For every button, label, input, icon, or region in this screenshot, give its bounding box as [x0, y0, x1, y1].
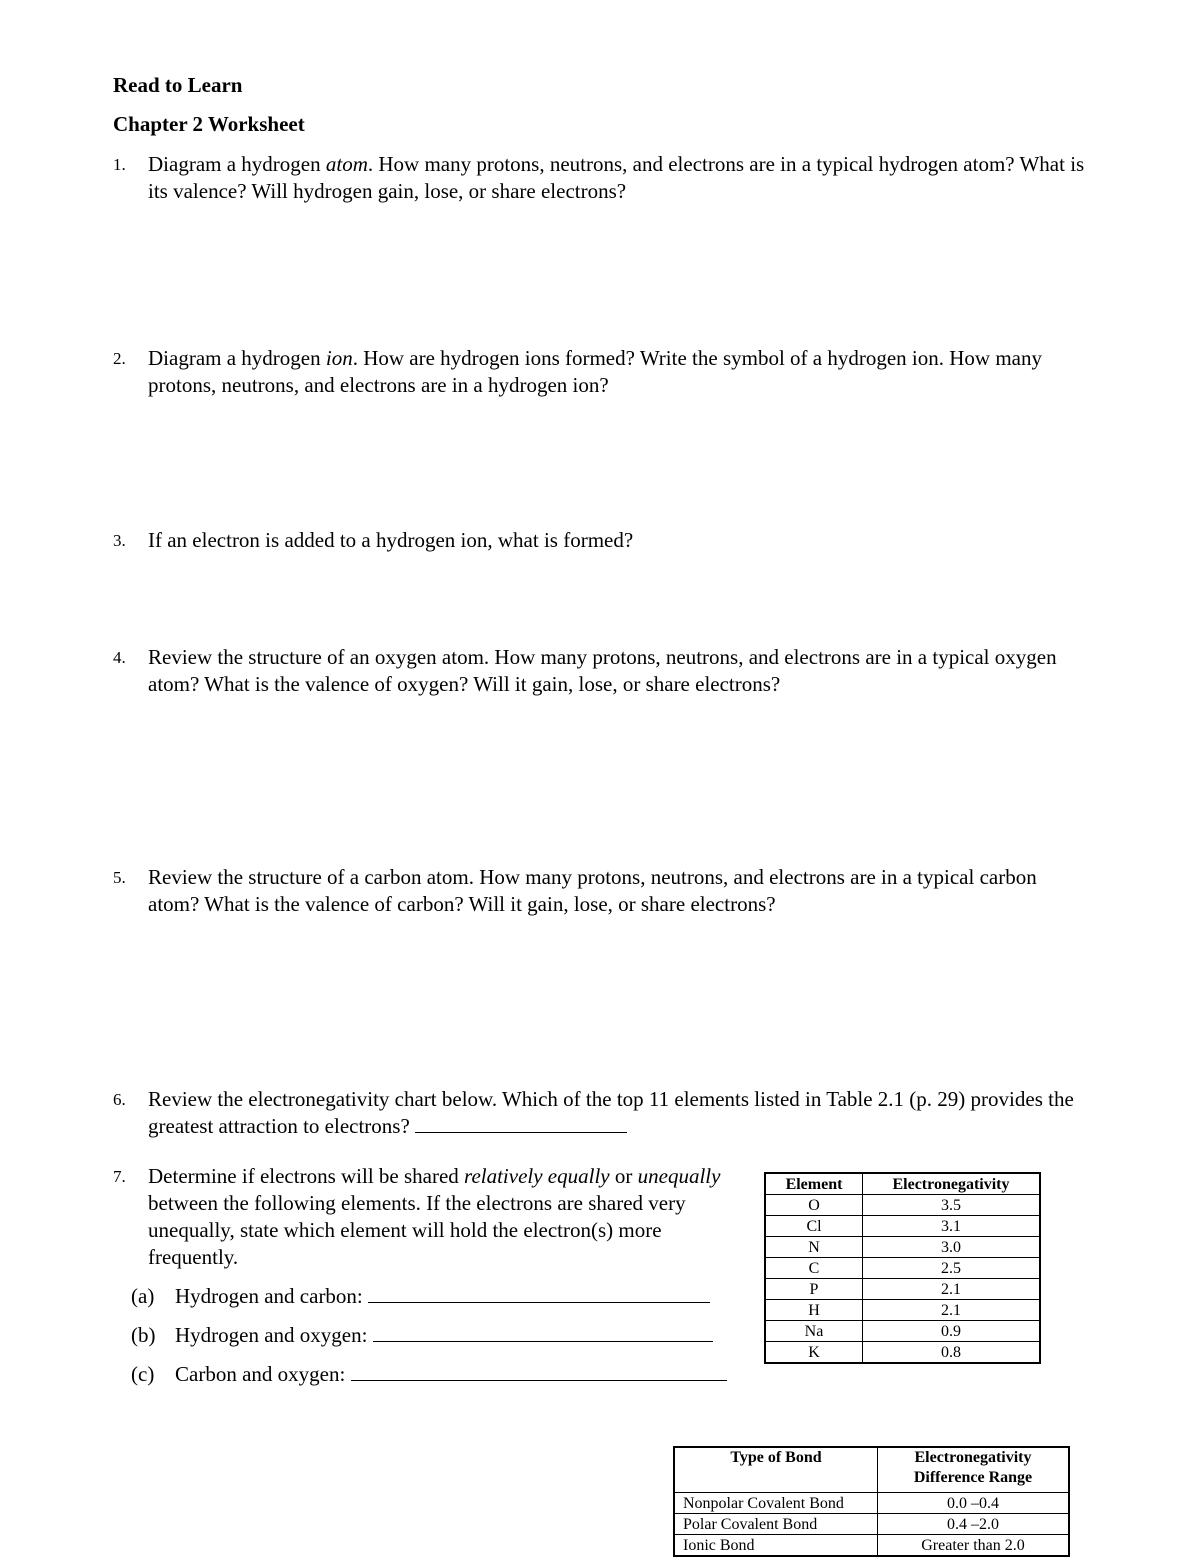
worksheet-subtitle: Chapter 2 Worksheet: [113, 112, 305, 136]
electronegativity-table: [764, 1172, 1041, 1364]
answer-blank[interactable]: [368, 1284, 710, 1303]
question-text: Review the structure of an oxygen atom. How many protons, neutrons, and electrons are in a typical oxygen atom? What is the valence of oxygen? Will it gain, lose, or share electrons?: [148, 645, 1057, 696]
question-number: 3.: [113, 531, 126, 550]
answer-blank[interactable]: [373, 1323, 713, 1342]
element-cell: P: [765, 1279, 863, 1300]
question-number: 7.: [113, 1167, 126, 1186]
part-label: (c): [131, 1362, 155, 1386]
header-element: Element: [765, 1173, 863, 1195]
table-header-row: [674, 1447, 1069, 1493]
question-number: 4.: [113, 648, 126, 667]
answer-blank[interactable]: [351, 1362, 727, 1381]
header-difference-range: Electronegativity Difference Range: [878, 1447, 1070, 1493]
question-number: 2.: [113, 349, 126, 368]
bond-type-cell: Ionic Bond: [674, 1535, 878, 1557]
value-cell: 3.1: [863, 1216, 1041, 1237]
table-row: [765, 1342, 1040, 1364]
part-text: Carbon and oxygen:: [175, 1362, 346, 1386]
answer-blank[interactable]: [415, 1114, 627, 1133]
table-row: [765, 1195, 1040, 1216]
question-text: Diagram a hydrogen atom. How many protons, neutrons, and electrons are in a typical hydrogen atom? What is its valence? Will hydrogen gain, lose, or share electrons?: [148, 152, 1085, 203]
question-text: Review the electronegativity chart below. Which of the top 11 elements listed in Table 2.1 (p. 29) provides the greatest attraction to electrons?: [148, 1087, 1074, 1138]
part-c: [131, 1361, 727, 1388]
part-b: [131, 1322, 713, 1349]
question-number: 6.: [113, 1090, 126, 1109]
part-text: Hydrogen and carbon:: [175, 1284, 363, 1308]
element-cell: Na: [765, 1321, 863, 1342]
table-row: [765, 1258, 1040, 1279]
element-cell: Cl: [765, 1216, 863, 1237]
bond-type-cell: Nonpolar Covalent Bond: [674, 1493, 878, 1514]
element-cell: O: [765, 1195, 863, 1216]
value-cell: 2.1: [863, 1300, 1041, 1321]
part-a: [131, 1283, 710, 1310]
value-cell: 0.8: [863, 1342, 1041, 1364]
value-cell: 2.5: [863, 1258, 1041, 1279]
table-row: [765, 1321, 1040, 1342]
table-row: [674, 1514, 1069, 1535]
element-cell: C: [765, 1258, 863, 1279]
bond-type-cell: Polar Covalent Bond: [674, 1514, 878, 1535]
header-electronegativity: Electronegativity: [863, 1173, 1041, 1195]
value-cell: 3.0: [863, 1237, 1041, 1258]
worksheet-title: Read to Learn: [113, 73, 243, 97]
range-cell: 0.4 –2.0: [878, 1514, 1070, 1535]
header-type-of-bond: Type of Bond: [674, 1447, 878, 1493]
value-cell: 3.5: [863, 1195, 1041, 1216]
element-cell: H: [765, 1300, 863, 1321]
range-cell: 0.0 –0.4: [878, 1493, 1070, 1514]
question-number: 5.: [113, 868, 126, 887]
table-row: [765, 1237, 1040, 1258]
element-cell: K: [765, 1342, 863, 1364]
part-label: (a): [131, 1284, 155, 1308]
question-text: If an electron is added to a hydrogen ion, what is formed?: [148, 528, 634, 552]
table-row: [674, 1493, 1069, 1514]
table-row: [765, 1300, 1040, 1321]
value-cell: 2.1: [863, 1279, 1041, 1300]
part-label: (b): [131, 1323, 156, 1347]
table-row: [765, 1279, 1040, 1300]
range-cell: Greater than 2.0: [878, 1535, 1070, 1557]
table-header-row: [765, 1173, 1040, 1195]
table-row: [765, 1216, 1040, 1237]
bond-type-table: [673, 1446, 1070, 1557]
value-cell: 0.9: [863, 1321, 1041, 1342]
question-number: 1.: [113, 155, 126, 174]
element-cell: N: [765, 1237, 863, 1258]
question-text: Determine if electrons will be shared relatively equally or unequally between the following elements. If the electrons are shared very unequally, state which element will hold the electron(s) more frequently.: [148, 1164, 721, 1269]
part-text: Hydrogen and oxygen:: [175, 1323, 368, 1347]
question-text: Diagram a hydrogen ion. How are hydrogen ions formed? Write the symbol of a hydrogen ion. How many protons, neutrons, and electrons are in a hydrogen ion?: [148, 346, 1042, 397]
question-text: Review the structure of a carbon atom. How many protons, neutrons, and electrons are in a typical carbon atom? What is the valence of carbon? Will it gain, lose, or share electrons?: [148, 865, 1037, 916]
